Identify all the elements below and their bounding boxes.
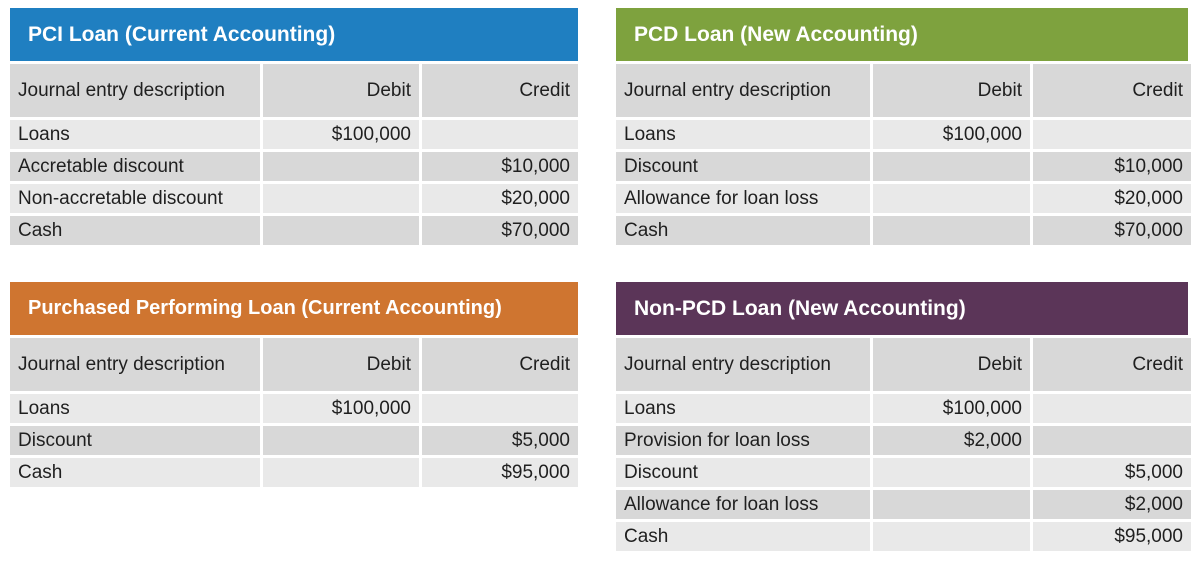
row-debit: $100,000 [873,394,1030,423]
row-credit: $5,000 [1033,458,1191,487]
row-description: Discount [616,458,870,487]
row-description: Cash [616,216,870,245]
pcd-loan-panel [616,8,1188,248]
debit-column-header: Debit [873,338,1030,391]
table-row [10,394,578,423]
table-row [616,184,1191,213]
credit-column-header: Credit [1033,64,1191,117]
row-debit [263,216,419,245]
row-credit: $2,000 [1033,490,1191,519]
credit-column-header: Credit [1033,338,1191,391]
row-debit: $2,000 [873,426,1030,455]
table-row [10,120,578,149]
row-debit [873,216,1030,245]
credit-column-header: Credit [422,64,578,117]
row-debit [873,152,1030,181]
non-pcd-loan-table [613,335,1194,554]
row-description: Allowance for loan loss [616,490,870,519]
row-description: Cash [10,458,260,487]
row-credit: $95,000 [422,458,578,487]
table-row [10,426,578,455]
table-header-row [616,338,1191,391]
debit-column-header: Debit [263,64,419,117]
purchased-performing-loan-title: Purchased Performing Loan (Current Accounting) [10,282,578,335]
row-description: Non-accretable discount [10,184,260,213]
row-debit [263,184,419,213]
purchased-performing-loan-table [7,335,581,490]
row-description: Accretable discount [10,152,260,181]
row-credit: $10,000 [1033,152,1191,181]
pcd-loan-table [613,61,1194,248]
row-credit: $70,000 [422,216,578,245]
row-credit: $20,000 [1033,184,1191,213]
pci-loan-title: PCI Loan (Current Accounting) [10,8,578,61]
row-description: Discount [10,426,260,455]
table-row [616,458,1191,487]
non-pcd-loan-panel [616,282,1188,554]
purchased-performing-loan-panel [10,282,578,490]
table-header-row [616,64,1191,117]
row-credit [422,394,578,423]
pci-loan-panel [10,8,578,248]
row-description: Loans [10,394,260,423]
row-debit [263,458,419,487]
row-debit: $100,000 [873,120,1030,149]
pcd-loan-title: PCD Loan (New Accounting) [616,8,1188,61]
debit-column-header: Debit [263,338,419,391]
row-credit [1033,426,1191,455]
row-description: Discount [616,152,870,181]
row-debit [873,522,1030,551]
row-credit [1033,394,1191,423]
table-row [10,152,578,181]
row-credit: $70,000 [1033,216,1191,245]
row-credit: $10,000 [422,152,578,181]
row-description: Cash [10,216,260,245]
description-column-header: Journal entry description [616,338,870,391]
row-description: Loans [10,120,260,149]
table-row [616,394,1191,423]
table-row [10,458,578,487]
row-description: Provision for loan loss [616,426,870,455]
row-description: Loans [616,394,870,423]
table-row [616,426,1191,455]
row-description: Allowance for loan loss [616,184,870,213]
row-description: Cash [616,522,870,551]
row-debit: $100,000 [263,394,419,423]
row-credit [422,120,578,149]
row-credit: $95,000 [1033,522,1191,551]
row-credit [1033,120,1191,149]
row-debit: $100,000 [263,120,419,149]
table-row [616,216,1191,245]
row-debit [263,152,419,181]
row-description: Loans [616,120,870,149]
row-credit: $5,000 [422,426,578,455]
credit-column-header: Credit [422,338,578,391]
table-row [616,490,1191,519]
table-row [616,522,1191,551]
table-row [616,152,1191,181]
row-debit [263,426,419,455]
table-header-row [10,64,578,117]
non-pcd-loan-title: Non-PCD Loan (New Accounting) [616,282,1188,335]
row-debit [873,184,1030,213]
description-column-header: Journal entry description [10,338,260,391]
pci-loan-table [7,61,581,248]
row-debit [873,458,1030,487]
row-debit [873,490,1030,519]
table-row [10,216,578,245]
debit-column-header: Debit [873,64,1030,117]
table-header-row [10,338,578,391]
table-row [616,120,1191,149]
description-column-header: Journal entry description [616,64,870,117]
row-credit: $20,000 [422,184,578,213]
description-column-header: Journal entry description [10,64,260,117]
table-row [10,184,578,213]
